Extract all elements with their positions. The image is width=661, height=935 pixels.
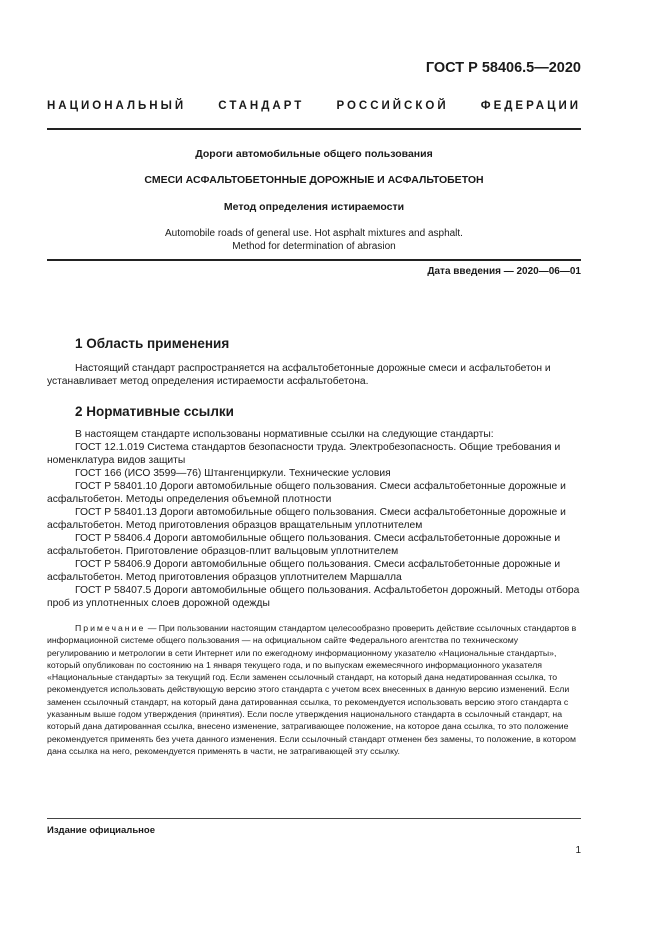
reference-item: ГОСТ 166 (ИСО 3599—76) Штангенциркули. Технические условия: [75, 468, 391, 479]
section-2-intro: В настоящем стандарте использованы нормативные ссылки на следующие стандарты:: [75, 429, 494, 440]
english-title-line-1: Automobile roads of general use. Hot asphalt mixtures and asphalt.: [165, 228, 463, 239]
section-1-text: Настоящий стандарт распространяется на асфальтобетонные дорожные смеси и асфальтобетон и устанавливает метод определения истираемости асфальтобетона.: [47, 363, 551, 387]
section-1-body: [47, 362, 581, 388]
note-text: — При пользовании настоящим стандартом целесообразно проверить действие ссылочных стандартов в информационной системе общего пользования — на официальном сайте Федерального агентства по техническому регулированию и метрологии в сети Интернет или по ежегодному информационному указателю «Национальные стандарты», который опубликован по состоянию на 1 января текущего года, и по выпускам ежемесячного информационного указателя «Национальные стандарты» за текущий год. Если заменен ссылочный стандарт, на который дана недатированная ссылка, то рекомендуется использовать действующую версию этого стандарта с учетом всех внесенных в данную версию изменений. Если заменен ссылочный стандарт, на который дана датированная ссылка, то рекомендуется использовать версию этого стандарта с указанным выше годом утверждения (принятия). Если после утверждения национального стандарта в ссылочный стандарт, на который дана датированная ссылка, внесено изменение, затрагивающее положение, на которое дана ссылка, то это положение рекомендуется применять без учета данного изменения. Если ссылочный стандарт отменен без замены, то положение, в котором дана ссылка на него, рекомендуется применять в части, не затрагивающей эту ссылку.: [47, 623, 577, 756]
official-edition-label: Издание официальное: [47, 825, 155, 836]
introduction-date: Дата введения — 2020—06—01: [427, 266, 581, 277]
section-2-note: [47, 622, 581, 757]
reference-item: ГОСТ 12.1.019 Система стандартов безопасности труда. Электробезопасность. Общие требования и номенклатура видов защиты: [47, 442, 561, 466]
header-divider: [47, 128, 581, 130]
reference-item: ГОСТ Р 58406.4 Дороги автомобильные общего пользования. Смеси асфальтобетонные дорожные и асфальтобетон. Приготовление образцов-плит вальцовым уплотнителем: [47, 533, 561, 557]
reference-item: ГОСТ Р 58407.5 Дороги автомобильные общего пользования. Асфальтобетон дорожный. Методы отбора проб из уплотненных слоев дорожной одежды: [47, 585, 580, 609]
section-2-body: [47, 428, 581, 610]
national-standard-banner: НАЦИОНАЛЬНЫЙ СТАНДАРТ РОССИЙСКОЙ ФЕДЕРАЦИИ: [47, 100, 581, 112]
footer-divider: [47, 818, 581, 819]
title-divider: [47, 259, 581, 261]
title-method: Метод определения истираемости: [223, 201, 405, 213]
section-2-heading: 2 Нормативные ссылки: [75, 404, 234, 419]
reference-item: ГОСТ Р 58401.10 Дороги автомобильные общего пользования. Смеси асфальтобетонные дорожные и асфальтобетон. Методы определения объемной плотности: [47, 481, 566, 505]
title-main: СМЕСИ АСФАЛЬТОБЕТОННЫЕ ДОРОЖНЫЕ И АСФАЛЬТОБЕТОН: [144, 174, 484, 186]
note-paragraph: [47, 622, 581, 757]
reference-item: ГОСТ Р 58406.9 Дороги автомобильные общего пользования. Смеси асфальтобетонные дорожные и асфальтобетон. Метод приготовления образцов уплотнителем Маршалла: [47, 559, 561, 583]
title-subtitle: Дороги автомобильные общего пользования: [195, 148, 433, 160]
english-title: [47, 228, 581, 253]
page-number: 1: [575, 845, 581, 856]
section-1-heading: 1 Область применения: [75, 336, 230, 351]
note-label: Примечание: [75, 623, 146, 633]
document-number: ГОСТ Р 58406.5—2020: [425, 60, 581, 76]
reference-item: ГОСТ Р 58401.13 Дороги автомобильные общего пользования. Смеси асфальтобетонные дорожные и асфальтобетон. Метод приготовления образцов вращательным уплотнителем: [47, 507, 566, 531]
english-title-line-2: Method for determination of abrasion: [232, 240, 396, 252]
